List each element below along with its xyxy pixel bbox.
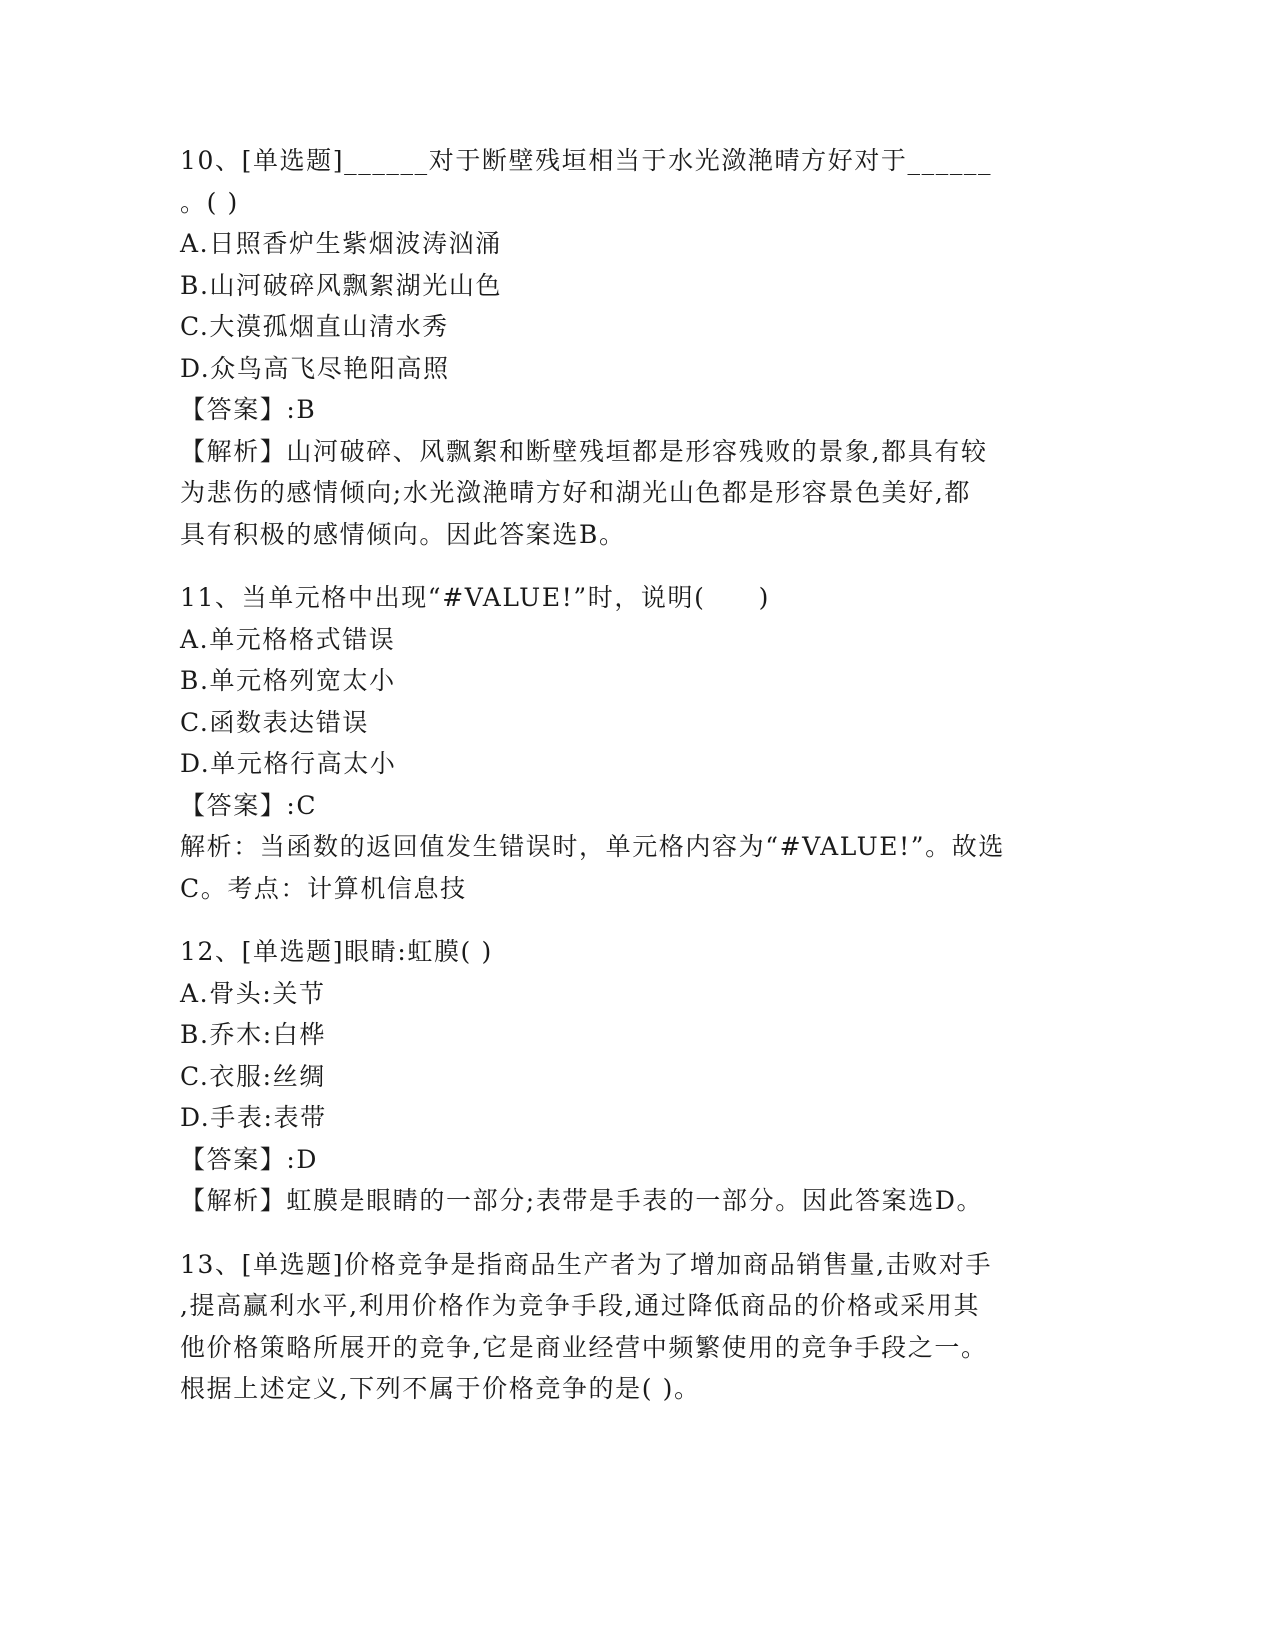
- explanation-line: 【解析】虹膜是眼睛的一部分;表带是手表的一部分。因此答案选D。: [180, 1186, 984, 1215]
- explanation-line: 为悲伤的感情倾向;水光潋滟晴方好和湖光山色都是形容景色美好,都: [180, 478, 971, 507]
- question-11: [180, 577, 1040, 909]
- question-stem-continued: ,提高赢利水平,利用价格作为竞争手段,通过降低商品的价格或采用其: [180, 1291, 981, 1320]
- option-d: D.众鸟高飞尽艳阳高照: [180, 353, 450, 383]
- answer: 【答案】:D: [180, 1144, 319, 1174]
- question-stem: 10、[单选题]______对于断壁残垣相当于水光潋滟晴方好对于______: [180, 146, 993, 175]
- explanation-line: 具有积极的感情倾向。因此答案选B。: [180, 519, 626, 549]
- option-a: A.日照香炉生紫烟波涛汹涌: [180, 229, 502, 258]
- question-10: [180, 140, 1040, 555]
- explanation-line: 解析：当函数的返回值发生错误时，单元格内容为“#VALUE!”。故选: [180, 832, 1005, 861]
- option-b: B.单元格列宽太小: [180, 666, 396, 695]
- option-a: A.单元格格式错误: [180, 624, 396, 654]
- document-page: [180, 140, 1040, 1432]
- option-b: B.乔木:白桦: [180, 1020, 326, 1049]
- option-a: A.骨头:关节: [180, 978, 326, 1008]
- question-stem: 13、[单选题]价格竞争是指商品生产者为了增加商品销售量,击败对手: [180, 1249, 993, 1279]
- option-c: C.函数表达错误: [180, 707, 369, 737]
- question-stem-continued: 根据上述定义,下列不属于价格竞争的是( )。: [180, 1374, 701, 1403]
- answer: 【答案】:C: [180, 790, 318, 820]
- option-b: B.山河破碎风飘絮湖光山色: [180, 270, 503, 300]
- option-c: C.衣服:丝绸: [180, 1061, 326, 1091]
- question-stem-continued: 。( ): [180, 187, 239, 217]
- question-13: [180, 1244, 1040, 1410]
- question-12: [180, 931, 1040, 1222]
- answer: 【答案】:B: [180, 395, 317, 424]
- explanation-line: C。考点：计算机信息技: [180, 873, 467, 903]
- explanation-line: 【解析】山河破碎、风飘絮和断壁残垣都是形容残败的景象,都具有较: [180, 436, 988, 466]
- question-stem: 12、[单选题]眼睛:虹膜( ): [180, 937, 493, 966]
- question-stem: 11、当单元格中出现“#VALUE!”时，说明( ): [180, 583, 771, 612]
- option-c: C.大漠孤烟直山清水秀: [180, 312, 449, 341]
- option-d: D.手表:表带: [180, 1103, 327, 1132]
- option-d: D.单元格行高太小: [180, 749, 397, 778]
- question-stem-continued: 他价格策略所展开的竞争,它是商业经营中频繁使用的竞争手段之一。: [180, 1332, 988, 1362]
